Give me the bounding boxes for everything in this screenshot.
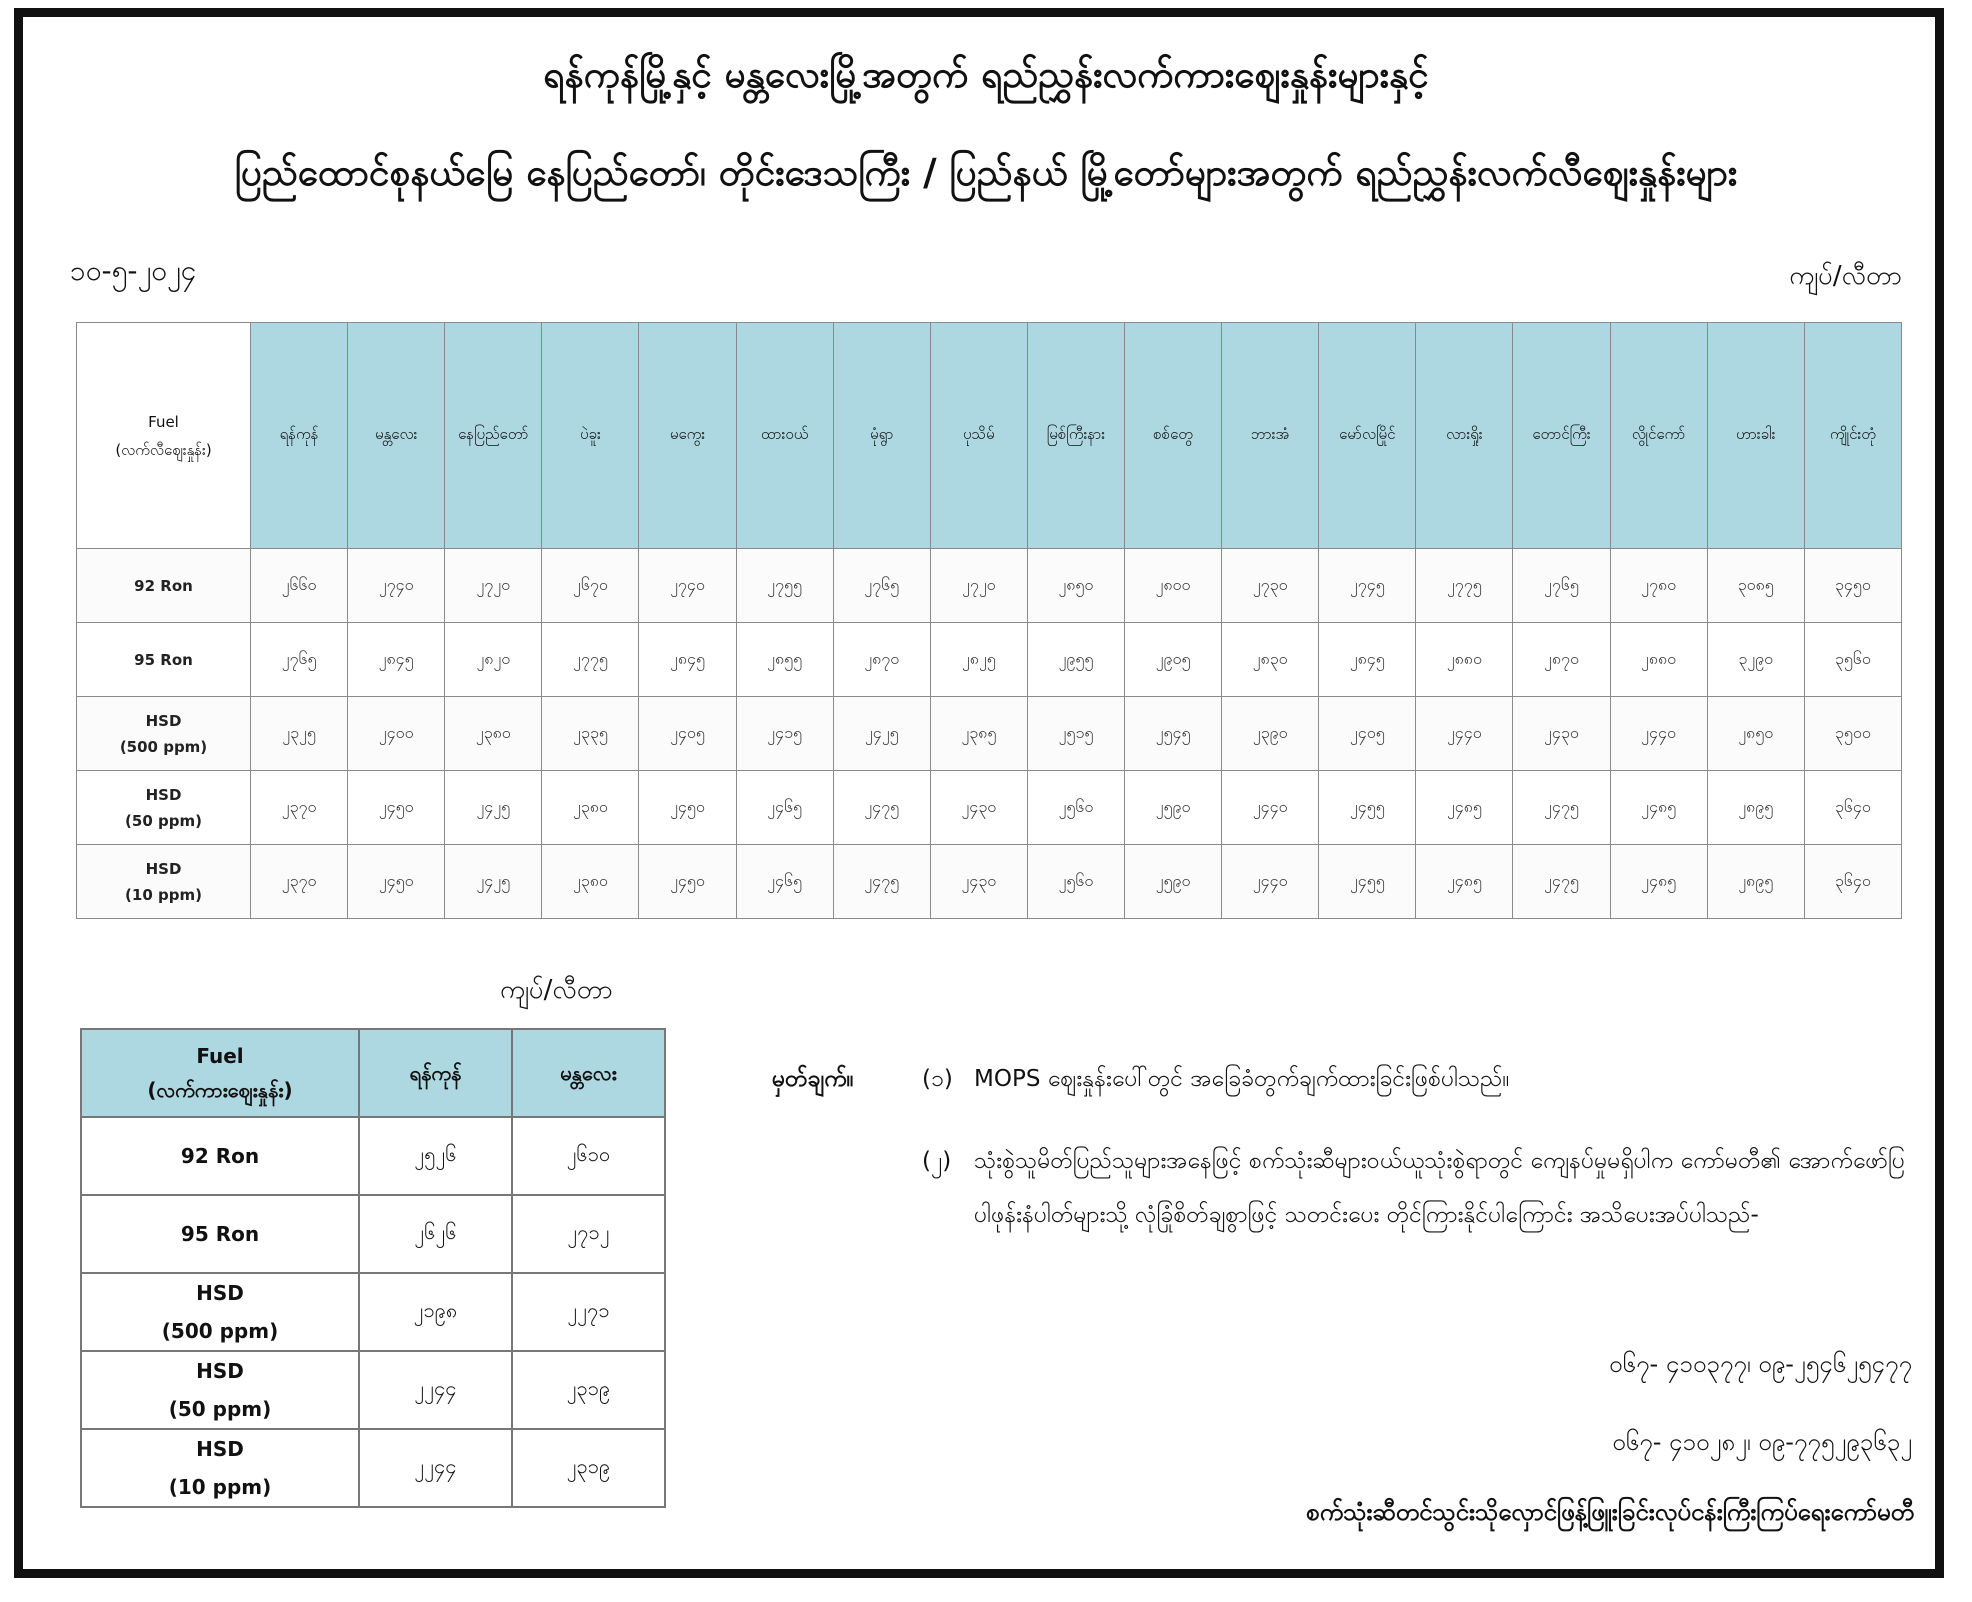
price-cell: ၂၆၂၆ (359, 1195, 512, 1273)
price-cell: ၂၅၆၀ (1027, 845, 1124, 919)
city-header: ဟားခါး (1707, 323, 1804, 549)
fuel-label: 95 Ron (180, 1222, 260, 1246)
fuel-cell (77, 323, 251, 549)
price-cell: ၂၈၂၅ (930, 623, 1027, 697)
unit-label: ကျပ်/လီတာ (1789, 261, 1902, 291)
price-cell: ၂၃၈၅ (930, 697, 1027, 771)
fuel-cell (77, 771, 251, 845)
city-header: ဘားအံ (1222, 323, 1319, 549)
price-cell: ၂၆၇၀ (542, 549, 639, 623)
price-cell: ၂၄၄၀ (1222, 845, 1319, 919)
price-cell: ၃၀၈၅ (1707, 549, 1804, 623)
fuel-label: Fuel (196, 1044, 244, 1068)
fuel-label: (လက်လီဈေးနှုန်း) (115, 440, 212, 459)
city-header: ပဲခူး (542, 323, 639, 549)
title-line-1: ရန်ကုန်မြို့နှင့် မန္တလေးမြို့အတွက် ရည်ညွှန်းလက်ကားဈေးနှုန်းများနှင့် (543, 53, 1429, 96)
price-cell: ၂၇၂၀ (445, 549, 542, 623)
price-cell: ၂၇၆၅ (1513, 549, 1610, 623)
price-cell: ၂၇၄၀ (348, 549, 445, 623)
price-cell: ၂၃၇၀ (251, 771, 348, 845)
city-header: မြစ်ကြီးနား (1027, 323, 1124, 549)
price-cell: ၂၇၅၅ (736, 549, 833, 623)
price-cell: ၂၃၂၅ (251, 697, 348, 771)
price-cell: ၂၈၇၀ (833, 623, 930, 697)
city-header: တောင်ကြီး (1513, 323, 1610, 549)
price-cell: ၂၂၄၄ (359, 1429, 512, 1507)
fuel-label: (500 ppm) (161, 1319, 279, 1343)
price-cell: ၂၄၅၅ (1319, 771, 1416, 845)
price-cell: ၂၄၅၀ (348, 845, 445, 919)
price-cell: ၂၇၄၅ (1319, 549, 1416, 623)
note-number: (၂) (922, 1148, 952, 1174)
price-cell: ၂၅၁၅ (1027, 697, 1124, 771)
price-cell: ၂၂၄၄ (359, 1351, 512, 1429)
fuel-label: (50 ppm) (125, 811, 202, 830)
date: ၁၀-၅-၂၀၂၄ (70, 254, 197, 287)
price-cell: ၂၄၅၅ (1319, 845, 1416, 919)
fuel-label: HSD (145, 711, 182, 730)
fuel-label: HSD (196, 1281, 244, 1305)
fuel-label: HSD (196, 1437, 244, 1461)
price-cell: ၂၄၆၅ (736, 845, 833, 919)
price-cell: ၂၄၀၅ (1319, 697, 1416, 771)
note-text: MOPS ဈေးနှုန်းပေါ်တွင် အခြေခံတွက်ချက်ထားခြင်းဖြစ်ပါသည်။ (974, 1066, 1510, 1092)
price-cell: ၂၇၇၅ (1416, 549, 1513, 623)
city-header: မကွေး (639, 323, 736, 549)
city-header: ရန်ကုန် (251, 323, 348, 549)
city-header: မော်လမြိုင် (1319, 323, 1416, 549)
fuel-label: (500 ppm) (119, 737, 208, 756)
price-cell: ၂၇၁၂ (512, 1195, 665, 1273)
price-cell: ၂၄၇၅ (1513, 845, 1610, 919)
table-row (81, 1351, 665, 1429)
price-cell: ၂၄၈၅ (1416, 845, 1513, 919)
price-cell: ၃၄၅၀ (1804, 549, 1901, 623)
price-cell: ၂၃၈၀ (542, 771, 639, 845)
fuel-cell (77, 845, 251, 919)
price-cell: ၂၄၃၀ (1513, 697, 1610, 771)
fuel-label: 95 Ron (134, 650, 193, 669)
table-row (81, 1429, 665, 1507)
price-cell: ၂၄၈၅ (1610, 771, 1707, 845)
price-cell: ၂၈၄၅ (348, 623, 445, 697)
price-cell: ၂၅၉၀ (1124, 771, 1221, 845)
fuel-label: (10 ppm) (125, 885, 202, 904)
price-cell: ၃၅၀၀ (1804, 697, 1901, 771)
price-cell: ၂၅၂၆ (359, 1117, 512, 1195)
price-cell: ၂၃၁၉ (512, 1429, 665, 1507)
phone-numbers-2: ၀၆၇- ၄၁၀၂၈၂၊ ၀၉-၇၇၅၂၉၃၆၃၂ (1612, 1428, 1912, 1456)
price-cell: ၂၈၉၅ (1707, 845, 1804, 919)
city-header: ထားဝယ် (736, 323, 833, 549)
price-cell: ၂၈၀၀ (1124, 549, 1221, 623)
price-cell: ၂၄၄၀ (1610, 697, 1707, 771)
city-header: မန္တလေး (348, 323, 445, 549)
price-cell: ၂၃၉၀ (1222, 697, 1319, 771)
fuel-cell (77, 549, 251, 623)
price-cell: ၂၉၀၅ (1124, 623, 1221, 697)
city-header: လားရှိုး (1416, 323, 1513, 549)
note-text: သုံးစွဲသူမိတ်ပြည်သူများအနေဖြင့် စက်သုံးဆီများဝယ်ယူသုံးစွဲရာတွင် ကျေနပ်မှုမရှိပါက ကော်မတီ၏ အောက်ဖော်ပြပါဖုန်းနံပါတ်များသို့ လုံခြုံစိတ်ချစွာဖြင့် သတင်းပေး တိုင်ကြားနိုင်ပါကြောင်း အသိပေးအပ်ပါသည်- (974, 1148, 1905, 1228)
fuel-cell (81, 1351, 359, 1429)
price-cell: ၂၇၈၀ (1610, 549, 1707, 623)
price-cell: ၂၅၉၀ (1124, 845, 1221, 919)
table-row (81, 1195, 665, 1273)
price-cell: ၂၄၇၅ (1513, 771, 1610, 845)
price-cell: ၂၈၂၀ (445, 623, 542, 697)
price-cell: ၂၇၆၅ (251, 623, 348, 697)
price-cell: ၂၈၄၅ (1319, 623, 1416, 697)
table-row (81, 1117, 665, 1195)
wholesale-price-table (80, 1028, 666, 1508)
price-cell: ၂၄၇၅ (833, 771, 930, 845)
fuel-label: (50 ppm) (168, 1397, 272, 1421)
price-cell: ၂၄၂၅ (833, 697, 930, 771)
price-cell: ၂၇၆၅ (833, 549, 930, 623)
fuel-cell (81, 1117, 359, 1195)
table-row (77, 845, 1902, 919)
fuel-label: HSD (145, 859, 182, 878)
fuel-label: 92 Ron (134, 576, 193, 595)
city-header: မန္တလေး (512, 1029, 665, 1117)
price-cell: ၂၇၄၀ (639, 549, 736, 623)
price-cell: ၃၅၆၀ (1804, 623, 1901, 697)
price-cell: ၃၂၉၀ (1707, 623, 1804, 697)
price-cell: ၂၇၃၀ (1222, 549, 1319, 623)
fuel-cell (77, 697, 251, 771)
price-cell: ၂၈၈၀ (1610, 623, 1707, 697)
price-cell: ၂၄၅၀ (348, 771, 445, 845)
price-cell: ၂၄၈၅ (1416, 771, 1513, 845)
price-cell: ၂၁၉၈ (359, 1273, 512, 1351)
table-row (77, 771, 1902, 845)
price-cell: ၂၅၆၀ (1027, 771, 1124, 845)
fuel-label: Fuel (148, 412, 179, 431)
price-cell: ၂၄၈၅ (1610, 845, 1707, 919)
retail-price-table (76, 322, 1902, 919)
price-cell: ၂၅၄၅ (1124, 697, 1221, 771)
price-cell: ၂၄၄၀ (1222, 771, 1319, 845)
price-cell: ၂၈၅၅ (736, 623, 833, 697)
table-row (77, 697, 1902, 771)
price-cell: ၂၇၂၀ (930, 549, 1027, 623)
price-cell: ၂၈၃၀ (1222, 623, 1319, 697)
table-row (77, 549, 1902, 623)
price-cell: ၂၃၇၀ (251, 845, 348, 919)
price-cell: ၂၈၄၅ (639, 623, 736, 697)
price-cell: ၂၆၆၀ (251, 549, 348, 623)
price-cell: ၂၈၅၀ (1027, 549, 1124, 623)
fuel-cell (81, 1273, 359, 1351)
price-cell: ၂၈၅၀ (1707, 697, 1804, 771)
price-cell: ၂၄၅၀ (639, 771, 736, 845)
city-header: ပုသိမ် (930, 323, 1027, 549)
price-cell: ၂၄၃၀ (930, 845, 1027, 919)
price-cell: ၂၆၁၀ (512, 1117, 665, 1195)
city-header: စစ်တွေ (1124, 323, 1221, 549)
title-line-2: ပြည်ထောင်စုနယ်မြေ နေပြည်တော်၊ တိုင်းဒေသကြီး / ပြည်နယ် မြို့တော်များအတွက် ရည်ညွှန်းလက်လီဈေးနှုန်းများ (234, 151, 1738, 194)
price-cell: ၂၄၀၅ (639, 697, 736, 771)
price-cell: ၂၄၇၅ (833, 845, 930, 919)
fuel-cell (81, 1029, 359, 1117)
fuel-label: 92 Ron (180, 1144, 260, 1168)
table-row (77, 623, 1902, 697)
price-cell: ၂၃၃၅ (542, 697, 639, 771)
committee-name: စက်သုံးဆီတင်သွင်းသိုလှောင်ဖြန့်ဖြူးခြင်းလုပ်ငန်းကြီးကြပ်ရေးကော်မတီ (1306, 1498, 1914, 1526)
price-cell: ၃၆၄၀ (1804, 845, 1901, 919)
fuel-label: (လက်ကားဈေးနှုန်း) (147, 1078, 293, 1102)
price-cell: ၂၉၅၅ (1027, 623, 1124, 697)
price-cell: ၂၄၀၀ (348, 697, 445, 771)
price-cell: ၂၂၇၁ (512, 1273, 665, 1351)
price-cell: ၂၄၃၀ (930, 771, 1027, 845)
price-cell: ၂၃၈၀ (542, 845, 639, 919)
table-row (81, 1273, 665, 1351)
city-header: ကျိုင်းတုံ (1804, 323, 1901, 549)
fuel-cell (81, 1195, 359, 1273)
price-cell: ၂၃၁၉ (512, 1351, 665, 1429)
wholesale-unit-label: ကျပ်/လီတာ (500, 975, 613, 1005)
price-cell: ၂၄၁၅ (736, 697, 833, 771)
price-cell: ၂၈၇၀ (1513, 623, 1610, 697)
note-number: (၁) (922, 1066, 953, 1092)
city-header: မုံရွာ (833, 323, 930, 549)
fuel-label: (10 ppm) (168, 1475, 272, 1499)
fuel-label: HSD (196, 1359, 244, 1383)
city-header: နေပြည်တော် (445, 323, 542, 549)
phone-numbers-1: ၀၆၇- ၄၁၀၃၇၇၊ ၀၉-၂၅၄၆၂၅၄၇၇ (1609, 1350, 1912, 1378)
price-cell: ၂၈၉၅ (1707, 771, 1804, 845)
city-header: ရန်ကုန် (359, 1029, 512, 1117)
price-cell: ၂၄၆၅ (736, 771, 833, 845)
price-cell: ၂၄၅၀ (639, 845, 736, 919)
price-cell: ၂၄၄၀ (1416, 697, 1513, 771)
fuel-cell (81, 1429, 359, 1507)
fuel-cell (77, 623, 251, 697)
price-cell: ၃၆၄၀ (1804, 771, 1901, 845)
price-cell: ၂၄၂၅ (445, 771, 542, 845)
city-header: လွိုင်ကော် (1610, 323, 1707, 549)
fuel-label: HSD (145, 785, 182, 804)
notes-label: မှတ်ချက်။ (772, 1066, 854, 1092)
price-cell: ၂၇၇၅ (542, 623, 639, 697)
price-cell: ၂၄၂၅ (445, 845, 542, 919)
price-cell: ၂၃၈၀ (445, 697, 542, 771)
price-cell: ၂၈၈၀ (1416, 623, 1513, 697)
